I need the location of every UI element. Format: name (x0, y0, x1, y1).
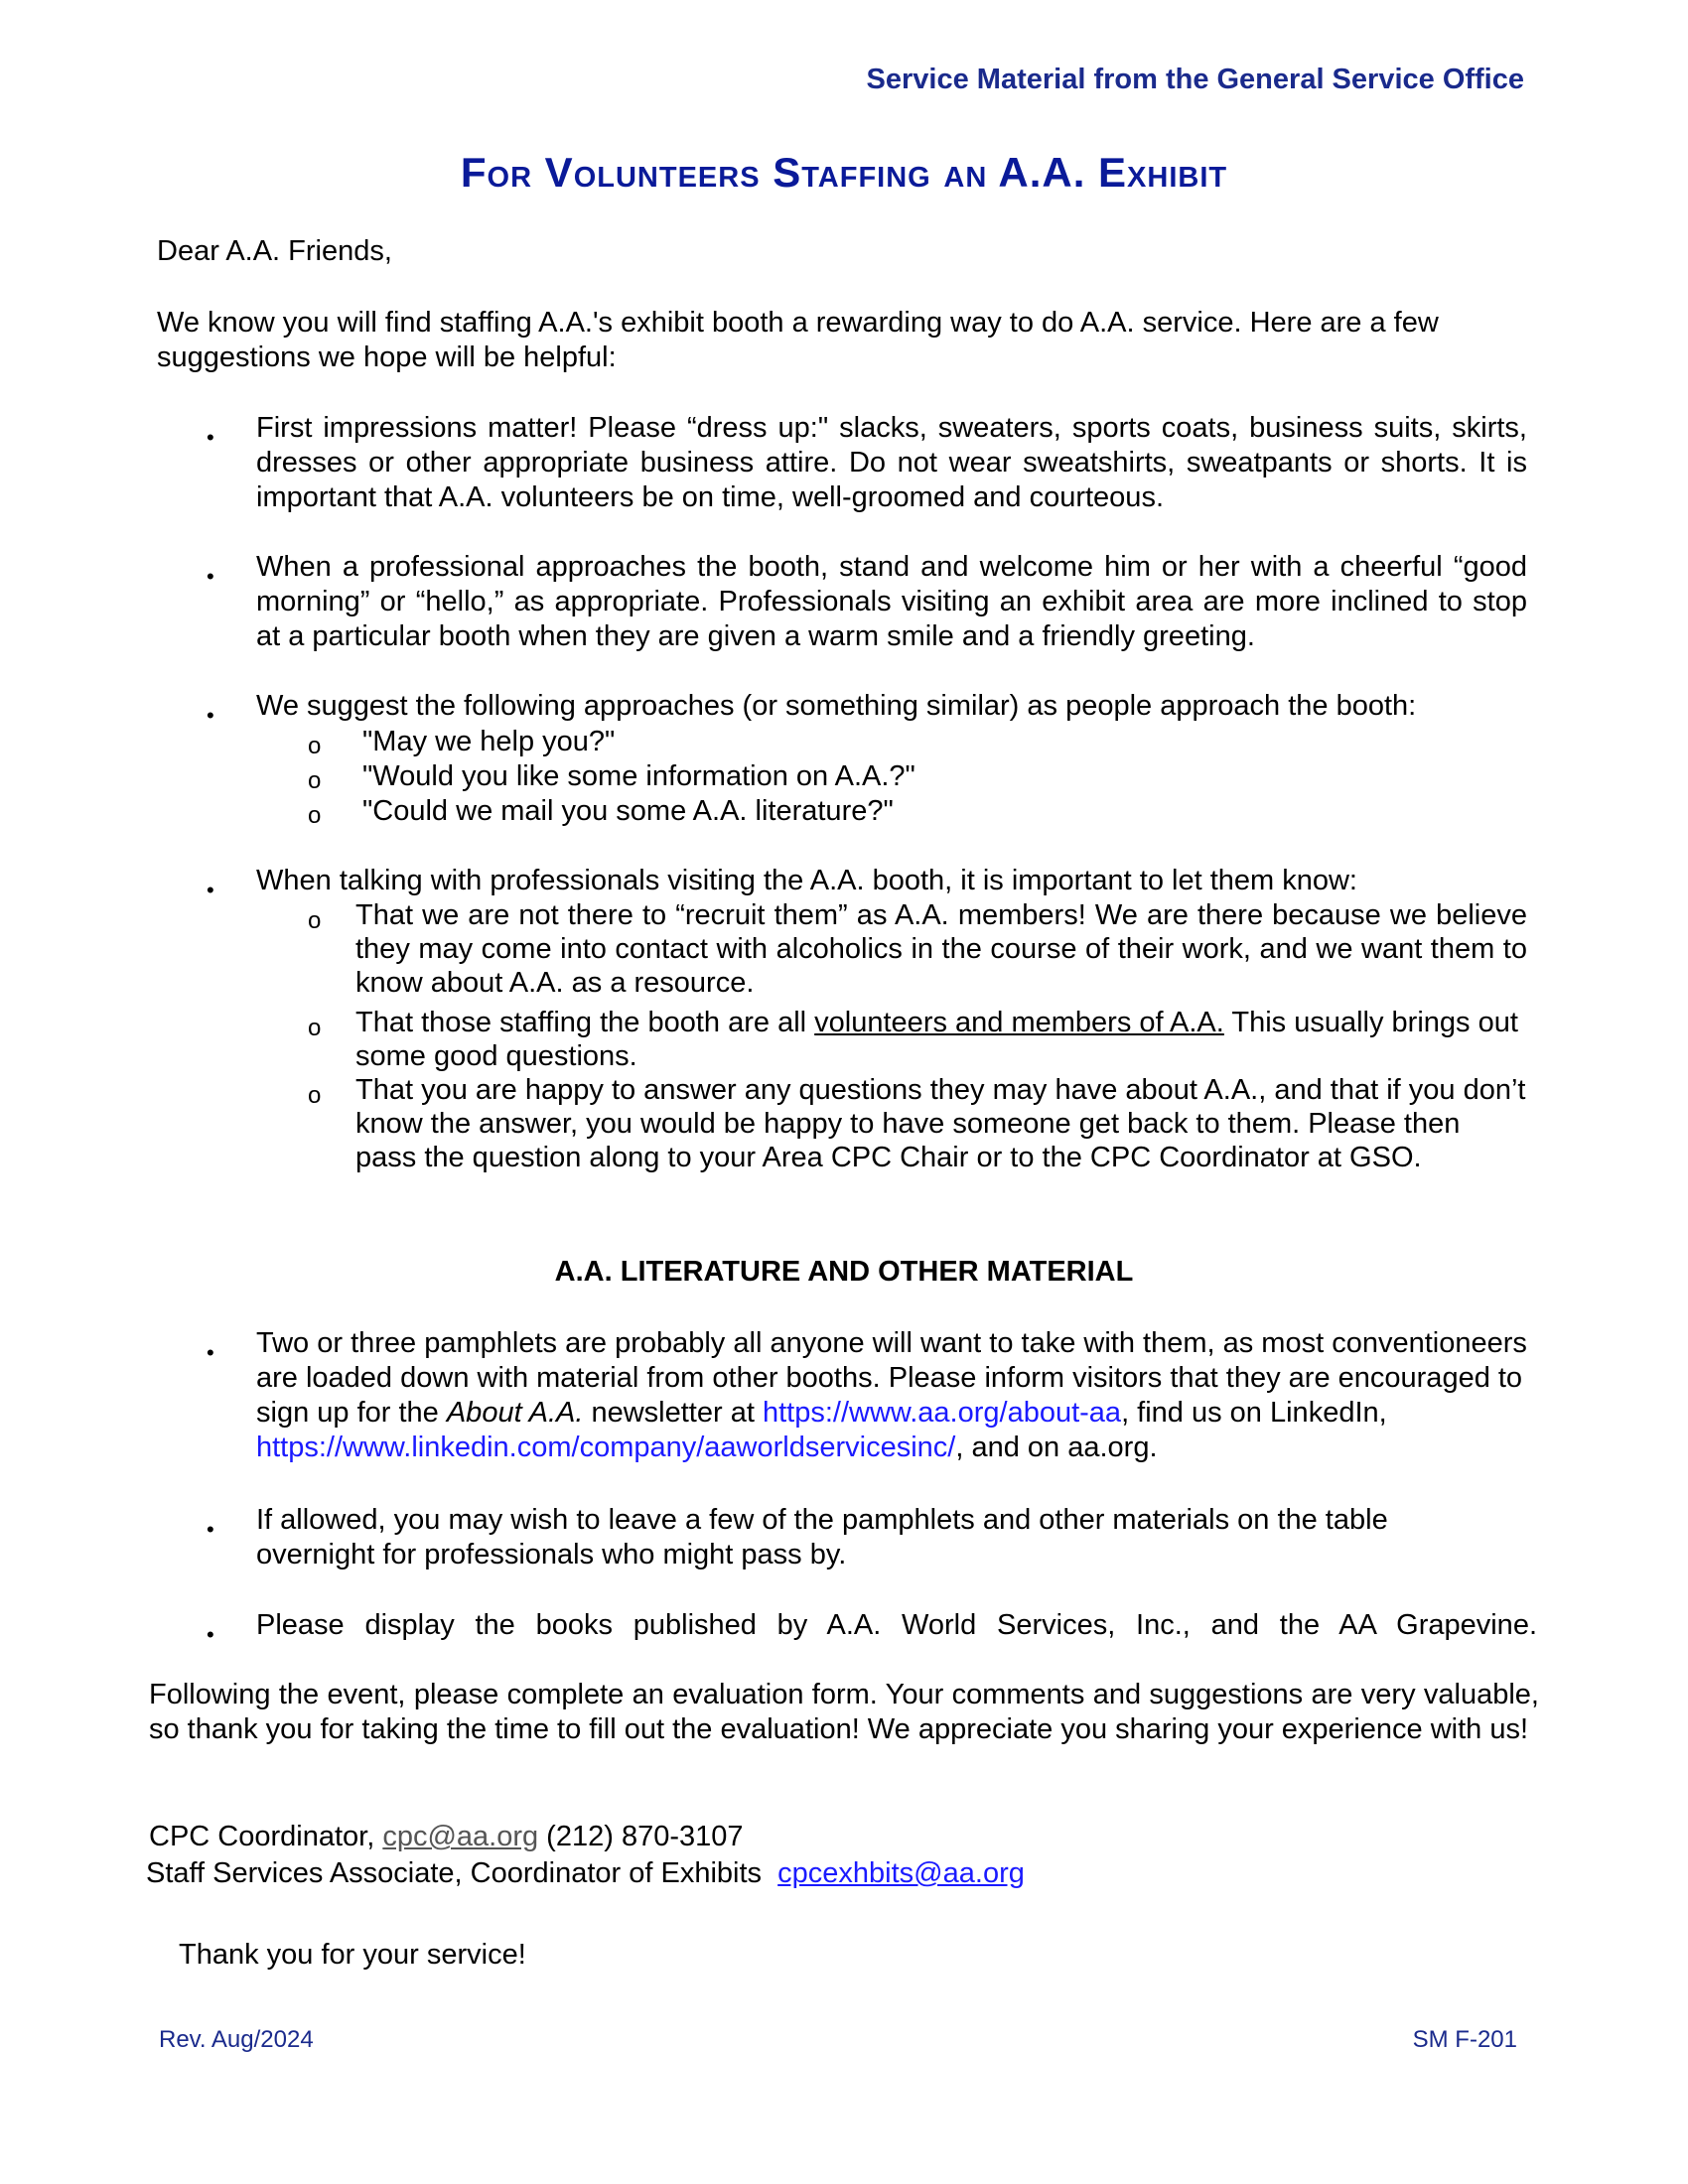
approach-item: "May we help you?" (362, 726, 616, 757)
sub-bullet-marker (308, 1082, 321, 1110)
page-title: For Volunteers Staffing an A.A. Exhibit (460, 149, 1228, 196)
bullet-marker (207, 564, 214, 590)
contact-cpc-coordinator: CPC Coordinator, cpc@aa.org (212) 870-3107 (149, 1821, 744, 1852)
thank-you: Thank you for your service! (179, 1939, 526, 1971)
bullet-marker (207, 1340, 214, 1366)
bullet-marker (207, 878, 214, 903)
bullet-talking-points: When talking with professionals visiting the A.A. booth, it is important to let them know: (256, 865, 1357, 896)
revision-date: Rev. Aug/2024 (159, 2026, 314, 2053)
bullet-approaches: We suggest the following approaches (or something similar) as people approach the booth: (256, 690, 1417, 722)
talking-point-volunteers: That those staffing the booth are all volunteers and members of A.A. This usually brings out some good questions. (355, 1007, 1518, 1072)
bullet-marker (207, 703, 214, 729)
service-material-header: Service Material from the General Service Office (866, 64, 1524, 95)
exhibits-email-link[interactable]: cpcexhbits@aa.org (777, 1857, 1025, 1889)
section-heading: A.A. LITERATURE AND OTHER MATERIAL (554, 1256, 1134, 1288)
approach-item: "Could we mail you some A.A. literature?" (362, 795, 894, 827)
document-code: SM F-201 (1412, 2026, 1517, 2053)
greeting: Dear A.A. Friends, (157, 235, 392, 267)
bullet-marker (207, 1517, 214, 1543)
bullet-marker (207, 1622, 214, 1648)
closing-paragraph: Following the event, please complete an evaluation form. Your comments and suggestions are very valuable, so thank you for taking the time to fill out the evaluation! We appreciate you sharing your experience with us! (149, 1679, 1539, 1745)
sub-bullet-marker (308, 907, 321, 935)
sub-bullet-marker (308, 1015, 321, 1042)
bullet-welcome: When a professional approaches the booth, stand and welcome him or her with a cheerful “good morning” or “hello,” as appropriate. Professionals visiting an exhibit area are more inclined to stop at a particular booth when they are given a warm smile and a friendly greeting. (256, 551, 1527, 652)
linkedin-link[interactable]: https://www.linkedin.com/company/aaworldservicesinc/ (256, 1432, 956, 1463)
volunteers-underlined: volunteers and members of A.A. (814, 1007, 1224, 1038)
bullet-pamphlets: Two or three pamphlets are probably all anyone will want to take with them, as most conventioneers are loaded down with material from other booths. Please inform visitors that they are encouraged to sign up for the About A.A. newsletter at https://www.aa.org/about-aa, find us on LinkedIn, https://www.linkedin.com/company/aaworldservicesinc/, and on aa.org. (256, 1327, 1527, 1463)
bullet-leave-pamphlets: If allowed, you may wish to leave a few of the pamphlets and other materials on the table overnight for professionals who might pass by. (256, 1504, 1388, 1570)
contact-staff-services: Staff Services Associate, Coordinator of Exhibits cpcexhbits@aa.org (146, 1857, 1025, 1889)
sub-bullet-marker (308, 767, 321, 795)
talking-point-questions: That you are happy to answer any questions they may have about A.A., and that if you don’t know the answer, you would be happy to have someone get back to them. Please then pass the question along to your Area CPC Chair or to the CPC Coordinator at GSO. (355, 1074, 1526, 1173)
bullet-marker (207, 425, 214, 451)
about-aa-link[interactable]: https://www.aa.org/about-aa (762, 1397, 1122, 1429)
bullet-dress-code: First impressions matter! Please “dress up:" slacks, sweaters, sports coats, business suits, skirts, dresses or other appropriate business attire. Do not wear sweatshirts, sweatpants or shorts. It is important that A.A. volunteers be on time, well-groomed and courteous. (256, 412, 1527, 513)
sub-bullet-marker (308, 733, 321, 760)
talking-point-not-recruit: That we are not there to “recruit them” as A.A. members! We are there because we believe they may come into contact with alcoholics in the course of their work, and we want them to know about A.A. as a resource. (355, 899, 1527, 999)
approach-item: "Would you like some information on A.A.?" (362, 760, 915, 792)
sub-bullet-marker (308, 802, 321, 830)
bullet-display-books: Please display the books published by A.A. World Services, Inc., and the AA Grapevine. (256, 1609, 1537, 1641)
intro-paragraph: We know you will find staffing A.A.'s exhibit booth a rewarding way to do A.A. service. Here are a few suggestions we hope will be helpful: (157, 307, 1439, 373)
cpc-email-link[interactable]: cpc@aa.org (382, 1821, 539, 1852)
